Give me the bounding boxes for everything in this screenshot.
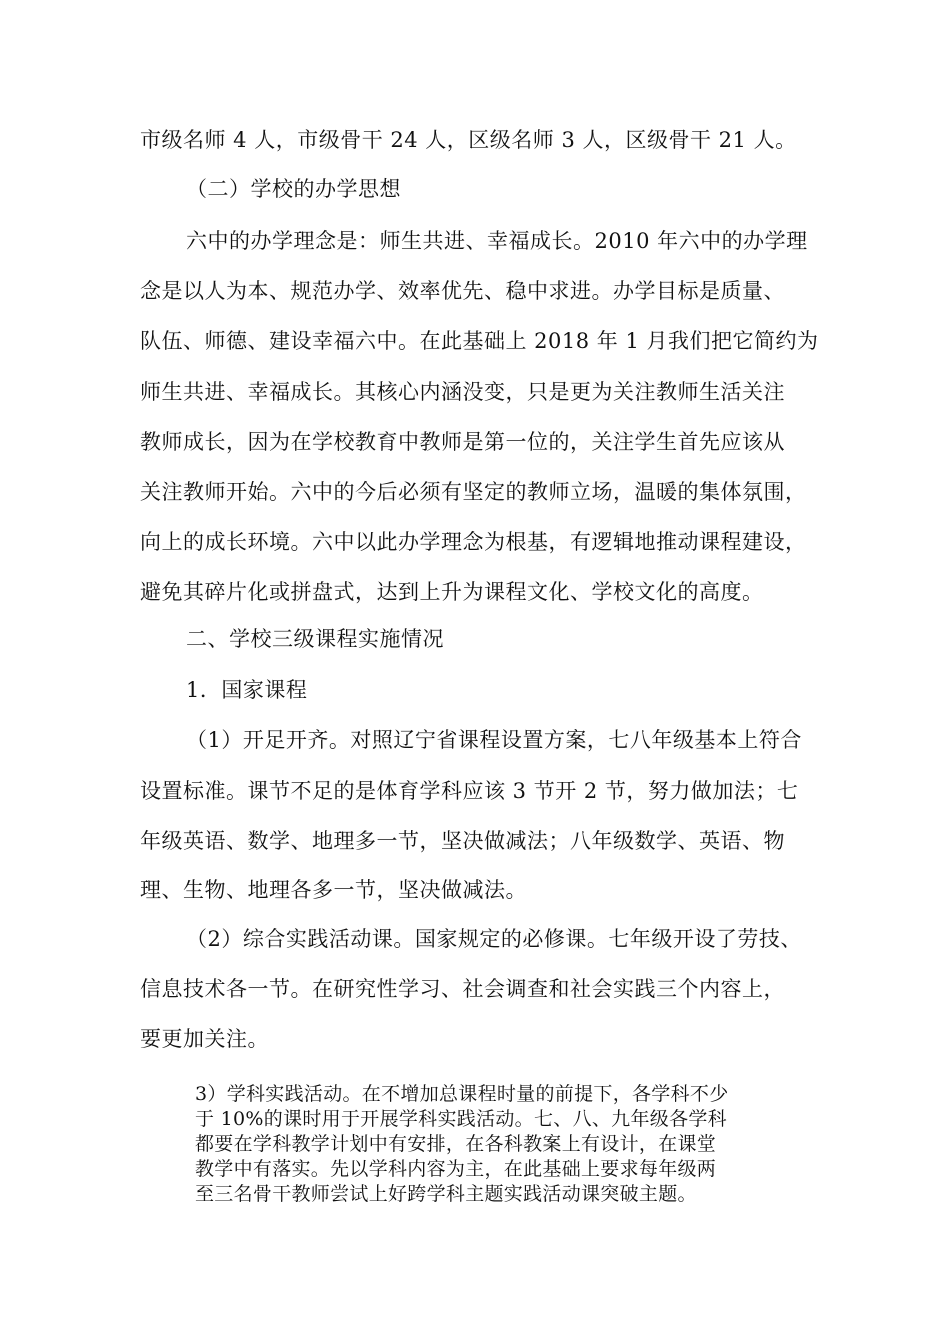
text-line: 六中的办学理念是：师生共进、幸福成长。2010 年六中的办学理: [186, 229, 808, 253]
text-line: 要更加关注。: [140, 1027, 269, 1051]
text-line: 年级英语、数学、地理多一节，坚决做减法；八年级数学、英语、物: [140, 829, 785, 853]
text-line-small: 于 10%的课时用于开展学科实践活动。七、八、九年级各学科: [195, 1108, 727, 1130]
text-line: 师生共进、幸福成长。其核心内涵没变，只是更为关注教师生活关注: [140, 380, 785, 404]
section-heading: （二）学校的办学思想: [186, 177, 401, 201]
text-line: （2）综合实践活动课。国家规定的必修课。七年级开设了劳技、: [186, 927, 802, 951]
text-line: 教师成长，因为在学校教育中教师是第一位的，关注学生首先应该从: [140, 430, 785, 454]
text-line: 信息技术各一节。在研究性学习、社会调查和社会实践三个内容上，: [140, 977, 785, 1001]
text-line: 设置标准。课节不足的是体育学科应该 3 节开 2 节，努力做加法；七: [140, 779, 799, 803]
text-line: 市级名师 4 人，市级骨干 24 人，区级名师 3 人，区级骨干 21 人。: [140, 128, 797, 152]
subsection-heading: 1．国家课程: [186, 678, 308, 702]
text-line-small: 都要在学科教学计划中有安排，在各科教案上有设计，在课堂: [195, 1133, 717, 1155]
text-line: 理、生物、地理各多一节，坚决做减法。: [140, 878, 527, 902]
text-line: 念是以人为本、规范办学、效率优先、稳中求进。办学目标是质量、: [140, 279, 785, 303]
text-line-small: 教学中有落实。先以学科内容为主，在此基础上要求每年级两: [195, 1158, 717, 1180]
text-line: 避免其碎片化或拼盘式，达到上升为课程文化、学校文化的高度。: [140, 580, 764, 604]
text-line: （1）开足开齐。对照辽宁省课程设置方案，七八年级基本上符合: [186, 728, 802, 752]
text-line-small: 3）学科实践活动。在不增加总课程时量的前提下，各学科不少: [195, 1083, 729, 1105]
text-line: 关注教师开始。六中的今后必须有坚定的教师立场，温暖的集体氛围，: [140, 480, 807, 504]
text-line: 向上的成长环境。六中以此办学理念为根基，有逻辑地推动课程建设，: [140, 530, 807, 554]
section-heading: 二、学校三级课程实施情况: [186, 627, 444, 651]
text-line: 队伍、师德、建设幸福六中。在此基础上 2018 年 1 月我们把它简约为: [140, 329, 819, 353]
text-line-small: 至三名骨干教师尝试上好跨学科主题实践活动课突破主题。: [195, 1183, 697, 1205]
